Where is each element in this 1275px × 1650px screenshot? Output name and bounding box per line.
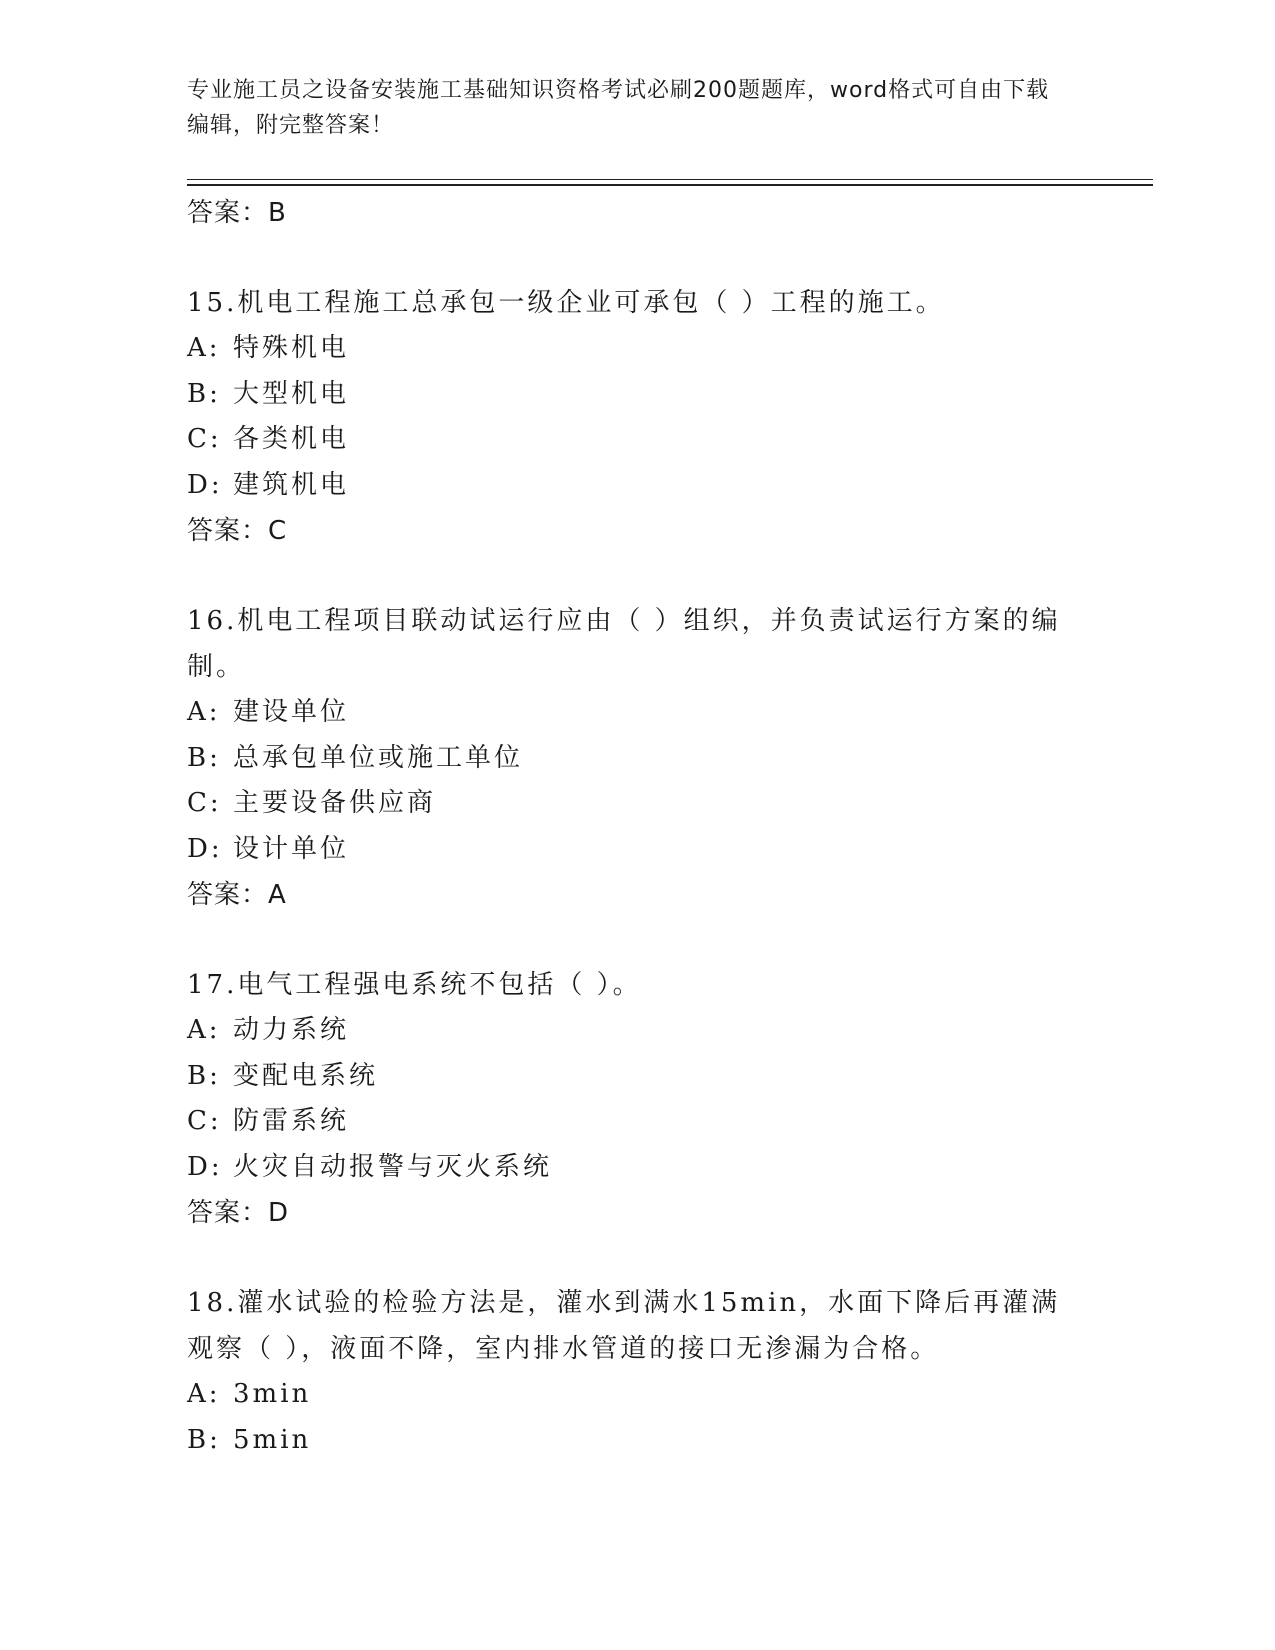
option-text: 防雷系统	[233, 1106, 350, 1136]
option-letter: D:	[187, 469, 223, 500]
option-text: 5min	[233, 1424, 312, 1455]
question-block	[187, 1280, 1067, 1463]
answer-line: 答案：D	[187, 1198, 290, 1228]
option-letter: C:	[187, 424, 222, 454]
question-block	[187, 962, 1067, 1236]
option-b	[187, 1054, 1067, 1100]
option-letter: A:	[187, 1379, 221, 1409]
question-list	[187, 190, 1067, 1463]
option-text: 动力系统	[233, 1015, 350, 1045]
option-a	[187, 1372, 1067, 1418]
option-text: 特殊机电	[233, 333, 350, 363]
option-letter: D:	[187, 1151, 223, 1182]
option-letter: B:	[187, 1060, 221, 1091]
option-text: 建筑机电	[233, 469, 350, 500]
question-text: 16.机电工程项目联动试运行应由（ ）组织，并负责试运行方案的编制。	[187, 606, 1061, 682]
header-divider-thin	[187, 179, 1153, 180]
option-a	[187, 690, 1067, 736]
option-c	[187, 781, 1067, 827]
document-header: 专业施工员之设备安装施工基础知识资格考试必刷200题题库，word格式可自由下载编辑，附完整答案！	[187, 78, 1050, 138]
option-text: 大型机电	[233, 378, 350, 409]
option-letter: C:	[187, 1106, 222, 1136]
option-text: 变配电系统	[233, 1060, 379, 1091]
answer-line: 答案：B	[187, 198, 287, 228]
option-b	[187, 372, 1067, 418]
header-divider-thick	[187, 184, 1153, 186]
option-text: 各类机电	[233, 424, 350, 454]
question-text: 18.灌水试验的检验方法是，灌水到满水15min，水面下降后再灌满观察（ ），液面不降，室内排水管道的接口无渗漏为合格。	[187, 1288, 1061, 1364]
option-d	[187, 463, 1067, 509]
option-d	[187, 1145, 1067, 1191]
option-text: 火灾自动报警与灭火系统	[233, 1151, 553, 1182]
option-letter: C:	[187, 788, 222, 818]
answer-line: 答案：C	[187, 516, 288, 546]
option-text: 3min	[233, 1379, 312, 1409]
option-letter: B:	[187, 378, 221, 409]
option-b	[187, 736, 1067, 782]
option-d	[187, 827, 1067, 873]
option-a	[187, 326, 1067, 372]
option-letter: B:	[187, 742, 221, 773]
option-text: 总承包单位或施工单位	[233, 742, 524, 773]
question-text: 15.机电工程施工总承包一级企业可承包（ ）工程的施工。	[187, 288, 945, 318]
option-letter: A:	[187, 333, 221, 363]
question-block	[187, 598, 1067, 918]
option-letter: D:	[187, 833, 223, 864]
option-b	[187, 1418, 1067, 1464]
option-text: 建设单位	[233, 697, 350, 727]
option-text: 主要设备供应商	[233, 788, 437, 818]
question-block	[187, 280, 1067, 554]
option-c	[187, 1099, 1067, 1145]
answer-line: 答案：A	[187, 880, 287, 910]
option-c	[187, 417, 1067, 463]
option-letter: A:	[187, 1015, 221, 1045]
option-a	[187, 1008, 1067, 1054]
option-text: 设计单位	[233, 833, 350, 864]
option-letter: B:	[187, 1424, 221, 1455]
question-text: 17.电气工程强电系统不包括（ ）。	[187, 970, 642, 1000]
option-letter: A:	[187, 697, 221, 727]
